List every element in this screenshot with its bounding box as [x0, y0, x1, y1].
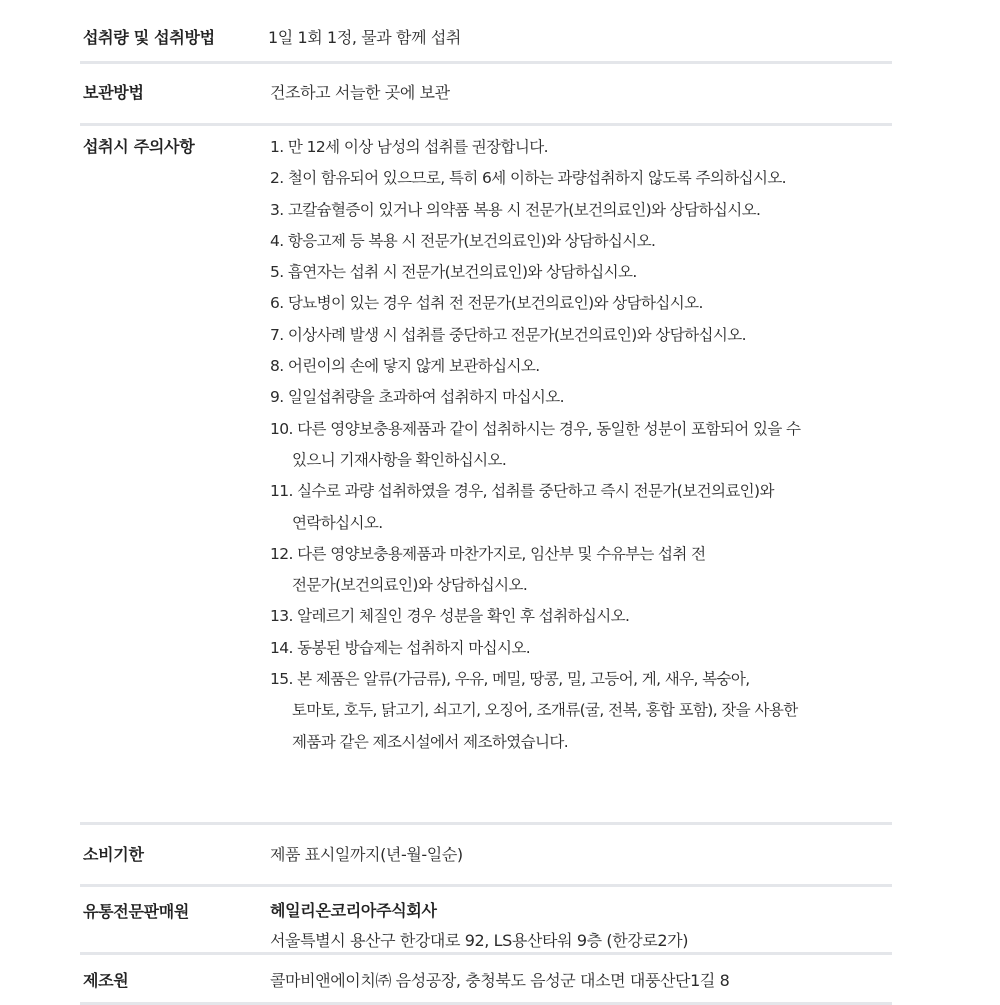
caution-item-continuation: 제품과 같은 제조시설에서 제조하였습니다.	[292, 732, 569, 751]
caution-item: 15. 본 제품은 알류(가금류), 우유, 메밀, 땅콩, 밀, 고등어, 게, 새우, 복숭아,	[270, 670, 750, 689]
expiry-row	[80, 825, 892, 887]
storage-value: 건조하고 서늘한 곳에 보관	[270, 83, 450, 102]
manufacturer-value: 콜마비앤에이치㈜ 음성공장, 충청북도 음성군 대소면 대풍산단1길 8	[270, 971, 730, 990]
caution-list	[270, 132, 800, 758]
expiry-label: 소비기한	[83, 845, 144, 864]
caution-item: 10. 다른 영양보충용제품과 같이 섭취하시는 경우, 동일한 성분이 포함되어 있을 수	[270, 419, 801, 438]
caution-item: 6. 당뇨병이 있는 경우 섭취 전 전문가(보건의료인)와 상담하십시오.	[270, 294, 703, 313]
manufacturer-label: 제조원	[83, 971, 129, 990]
caution-item: 14. 동봉된 방습제는 섭취하지 마십시오.	[270, 638, 531, 657]
distributor-label: 유통전문판매원	[83, 902, 190, 921]
manufacturer-row	[80, 955, 892, 1005]
caution-item-continuation: 전문가(보건의료인)와 상담하십시오.	[292, 576, 528, 595]
intake-value: 1일 1회 1정, 물과 함께 섭취	[268, 28, 461, 47]
intake-label: 섭취량 및 섭취방법	[83, 28, 215, 47]
caution-item: 4. 항응고제 등 복용 시 전문가(보건의료인)와 상담하십시오.	[270, 231, 656, 250]
storage-row	[80, 64, 892, 126]
caution-item: 7. 이상사례 발생 시 섭취를 중단하고 전문가(보건의료인)와 상담하십시오.	[270, 325, 746, 344]
caution-item-continuation: 토마토, 호두, 닭고기, 쇠고기, 오징어, 조개류(굴, 전복, 홍합 포함), 잣을 사용한	[292, 701, 798, 720]
caution-label: 섭취시 주의사항	[83, 137, 195, 156]
caution-item: 8. 어린이의 손에 닿지 않게 보관하십시오.	[270, 357, 540, 376]
caution-item: 5. 흡연자는 섭취 시 전문가(보건의료인)와 상담하십시오.	[270, 263, 637, 282]
caution-item: 2. 철이 함유되어 있으므로, 특히 6세 이하는 과량섭취하지 않도록 주의하십시오.	[270, 169, 787, 188]
storage-label: 보관방법	[83, 83, 144, 102]
caution-item: 13. 알레르기 체질인 경우 성분을 확인 후 섭취하십시오.	[270, 607, 630, 626]
distributor-address: 서울특별시 용산구 한강대로 92, LS용산타워 9층 (한강로2가)	[270, 931, 689, 950]
caution-item: 9. 일일섭취량을 초과하여 섭취하지 마십시오.	[270, 388, 564, 407]
caution-item: 12. 다른 영양보충용제품과 마찬가지로, 임산부 및 수유부는 섭취 전	[270, 544, 706, 563]
caution-item-continuation: 연락하십시오.	[292, 513, 383, 532]
product-info-table	[80, 0, 892, 1005]
caution-item: 3. 고칼슘혈증이 있거나 의약품 복용 시 전문가(보건의료인)와 상담하십시오.	[270, 200, 761, 219]
caution-item: 11. 실수로 과량 섭취하였을 경우, 섭취를 중단하고 즉시 전문가(보건의료인)와	[270, 482, 774, 501]
caution-item-continuation: 있으니 기재사항을 확인하십시오.	[292, 450, 507, 469]
expiry-value: 제품 표시일까지(년-월-일순)	[270, 845, 463, 864]
distributor-name: 헤일리온코리아주식회사	[270, 901, 437, 920]
intake-row	[80, 0, 892, 64]
caution-item: 1. 만 12세 이상 남성의 섭취를 권장합니다.	[270, 138, 548, 156]
distributor-row	[80, 887, 892, 955]
caution-row	[80, 126, 892, 825]
